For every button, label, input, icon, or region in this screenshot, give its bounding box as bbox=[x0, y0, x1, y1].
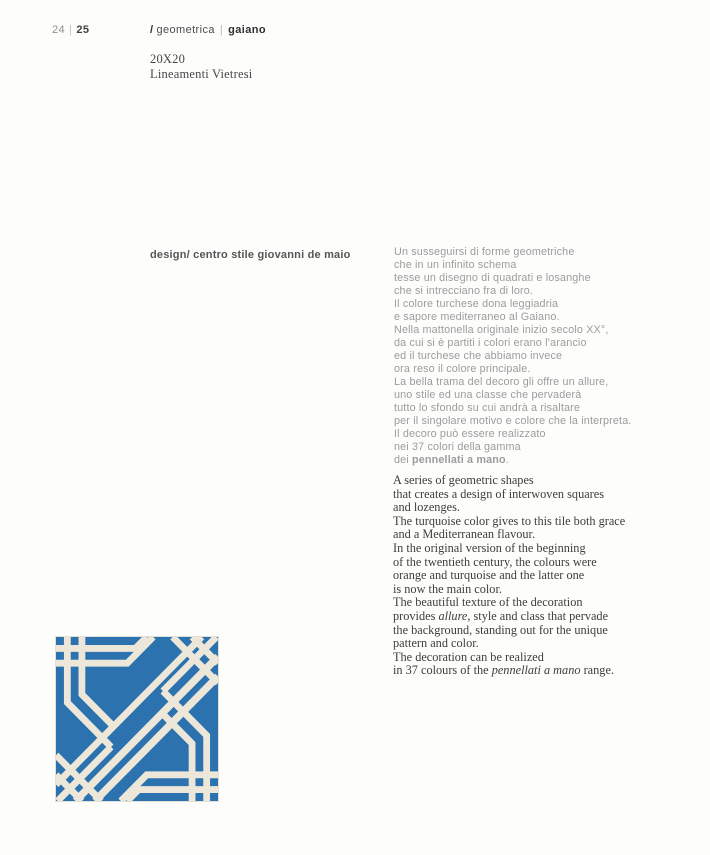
text-line: and lozenges. bbox=[393, 500, 460, 515]
text-line: the background, standing out for the unique bbox=[393, 622, 608, 637]
text-line: The beautiful texture of the decoration bbox=[393, 595, 583, 610]
text-line: of the twentieth century, the colours were bbox=[393, 554, 597, 569]
page-number-left: 24 bbox=[52, 24, 66, 36]
tile-size: 20X20 bbox=[150, 52, 186, 66]
product-name: gaiano bbox=[228, 24, 267, 36]
page-number-separator: | bbox=[69, 24, 73, 36]
text-line: che in un infinito schema bbox=[394, 259, 517, 271]
text-line: nei 37 colori della gamma bbox=[394, 441, 521, 453]
text-line: is now the main color. bbox=[393, 581, 502, 596]
text-line: provides allure, style and class that pervade bbox=[393, 608, 609, 623]
tile-pattern-graphic bbox=[56, 637, 218, 801]
text-line: The decoration can be realized bbox=[393, 649, 544, 664]
text-line: and a Mediterranean flavour. bbox=[393, 527, 536, 542]
format-block bbox=[150, 52, 252, 81]
text-line: A series of geometric shapes bbox=[393, 473, 534, 487]
text-line: orange and turquoise and the latter one bbox=[393, 568, 585, 583]
text-line: Il colore turchese dona leggiadria bbox=[394, 298, 559, 310]
text-line: Un susseguirsi di forme geometriche bbox=[394, 246, 575, 258]
text-line: uno stile ed una classe che pervaderà bbox=[394, 389, 582, 401]
english-description bbox=[393, 474, 698, 678]
text-line: e sapore mediterraneo al Gaiano. bbox=[394, 311, 560, 323]
title-separator: | bbox=[219, 24, 224, 36]
text-line: ora reso il colore principale. bbox=[394, 363, 531, 375]
category-label: geometrica bbox=[156, 24, 215, 36]
slash-mark: / bbox=[150, 24, 154, 36]
italian-description bbox=[394, 246, 694, 467]
text-line: in 37 colours of the pennellati a mano range. bbox=[393, 663, 614, 678]
text-line: da cui si è partiti i colori erano l’arancio bbox=[394, 337, 587, 349]
text-line: La bella trama del decoro gli offre un allure, bbox=[394, 376, 609, 388]
text-line: tutto lo sfondo su cui andrà a risaltare bbox=[394, 402, 581, 414]
page-numbers bbox=[52, 24, 89, 36]
text-line: that creates a design of interwoven squares bbox=[393, 486, 605, 501]
design-credit: design/ centro stile giovanni de maio bbox=[150, 249, 351, 261]
text-line: tesse un disegno di quadrati e losanghe bbox=[394, 272, 591, 284]
text-line: per il singolare motivo e colore che la interpreta. bbox=[394, 415, 632, 427]
text-line: che si intrecciano fra di loro. bbox=[394, 285, 534, 297]
text-line: pattern and color. bbox=[393, 636, 479, 651]
text-line: dei pennellati a mano. bbox=[394, 454, 509, 466]
page-number-right: 25 bbox=[76, 24, 90, 36]
text-line: The turquoise color gives to this tile both grace bbox=[393, 513, 626, 528]
text-line: Il decoro può essere realizzato bbox=[394, 428, 546, 440]
text-line: In the original version of the beginning bbox=[393, 540, 586, 555]
text-line: ed il turchese che abbiamo invece bbox=[394, 350, 563, 362]
text-line: Nella mattonella originale inizio secolo XX°, bbox=[394, 324, 609, 336]
section-title bbox=[150, 24, 266, 36]
tile-photo bbox=[56, 637, 218, 801]
collection-name: Lineamenti Vietresi bbox=[150, 66, 253, 81]
